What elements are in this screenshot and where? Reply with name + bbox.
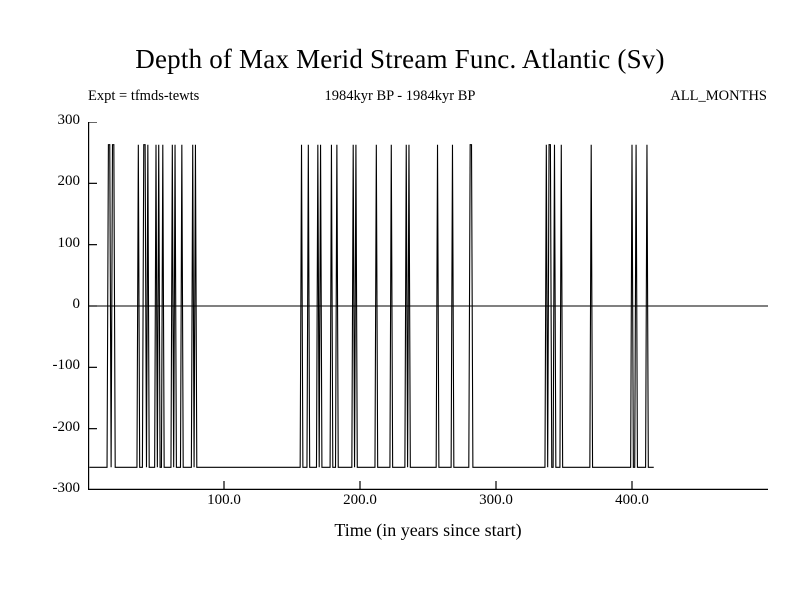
y-axis-tick-label: -200	[52, 418, 80, 435]
x-axis-tick-label: 200.0	[343, 492, 377, 508]
y-axis-tick-label: 0	[72, 296, 80, 312]
y-axis-tick-labels	[0, 112, 80, 496]
plot-area	[88, 122, 768, 490]
x-axis-tick-label: 100.0	[207, 492, 241, 508]
y-axis-tick-label: -300	[52, 480, 80, 496]
y-axis-tick-label: -100	[52, 357, 80, 374]
x-axis-tick-label: 400.0	[615, 492, 649, 508]
y-axis-tick-label: 200	[57, 173, 80, 190]
x-axis-ticks	[224, 481, 632, 490]
y-axis-tick-label: 100	[57, 234, 80, 251]
months-label: ALL_MONTHS	[670, 88, 767, 104]
experiment-label: Expt = tfmds-tewts	[88, 88, 200, 104]
x-axis-title: Time (in years since start)	[334, 520, 522, 540]
x-axis-tick-labels	[88, 492, 768, 522]
series-plot	[88, 122, 768, 490]
x-axis-tick-label: 300.0	[479, 492, 513, 508]
y-axis-tick-label: 300	[57, 112, 80, 128]
time-range-label: 1984kyr BP - 1984kyr BP	[324, 88, 476, 104]
chart-title: Depth of Max Merid Stream Func. Atlantic (Sv)	[135, 44, 665, 74]
